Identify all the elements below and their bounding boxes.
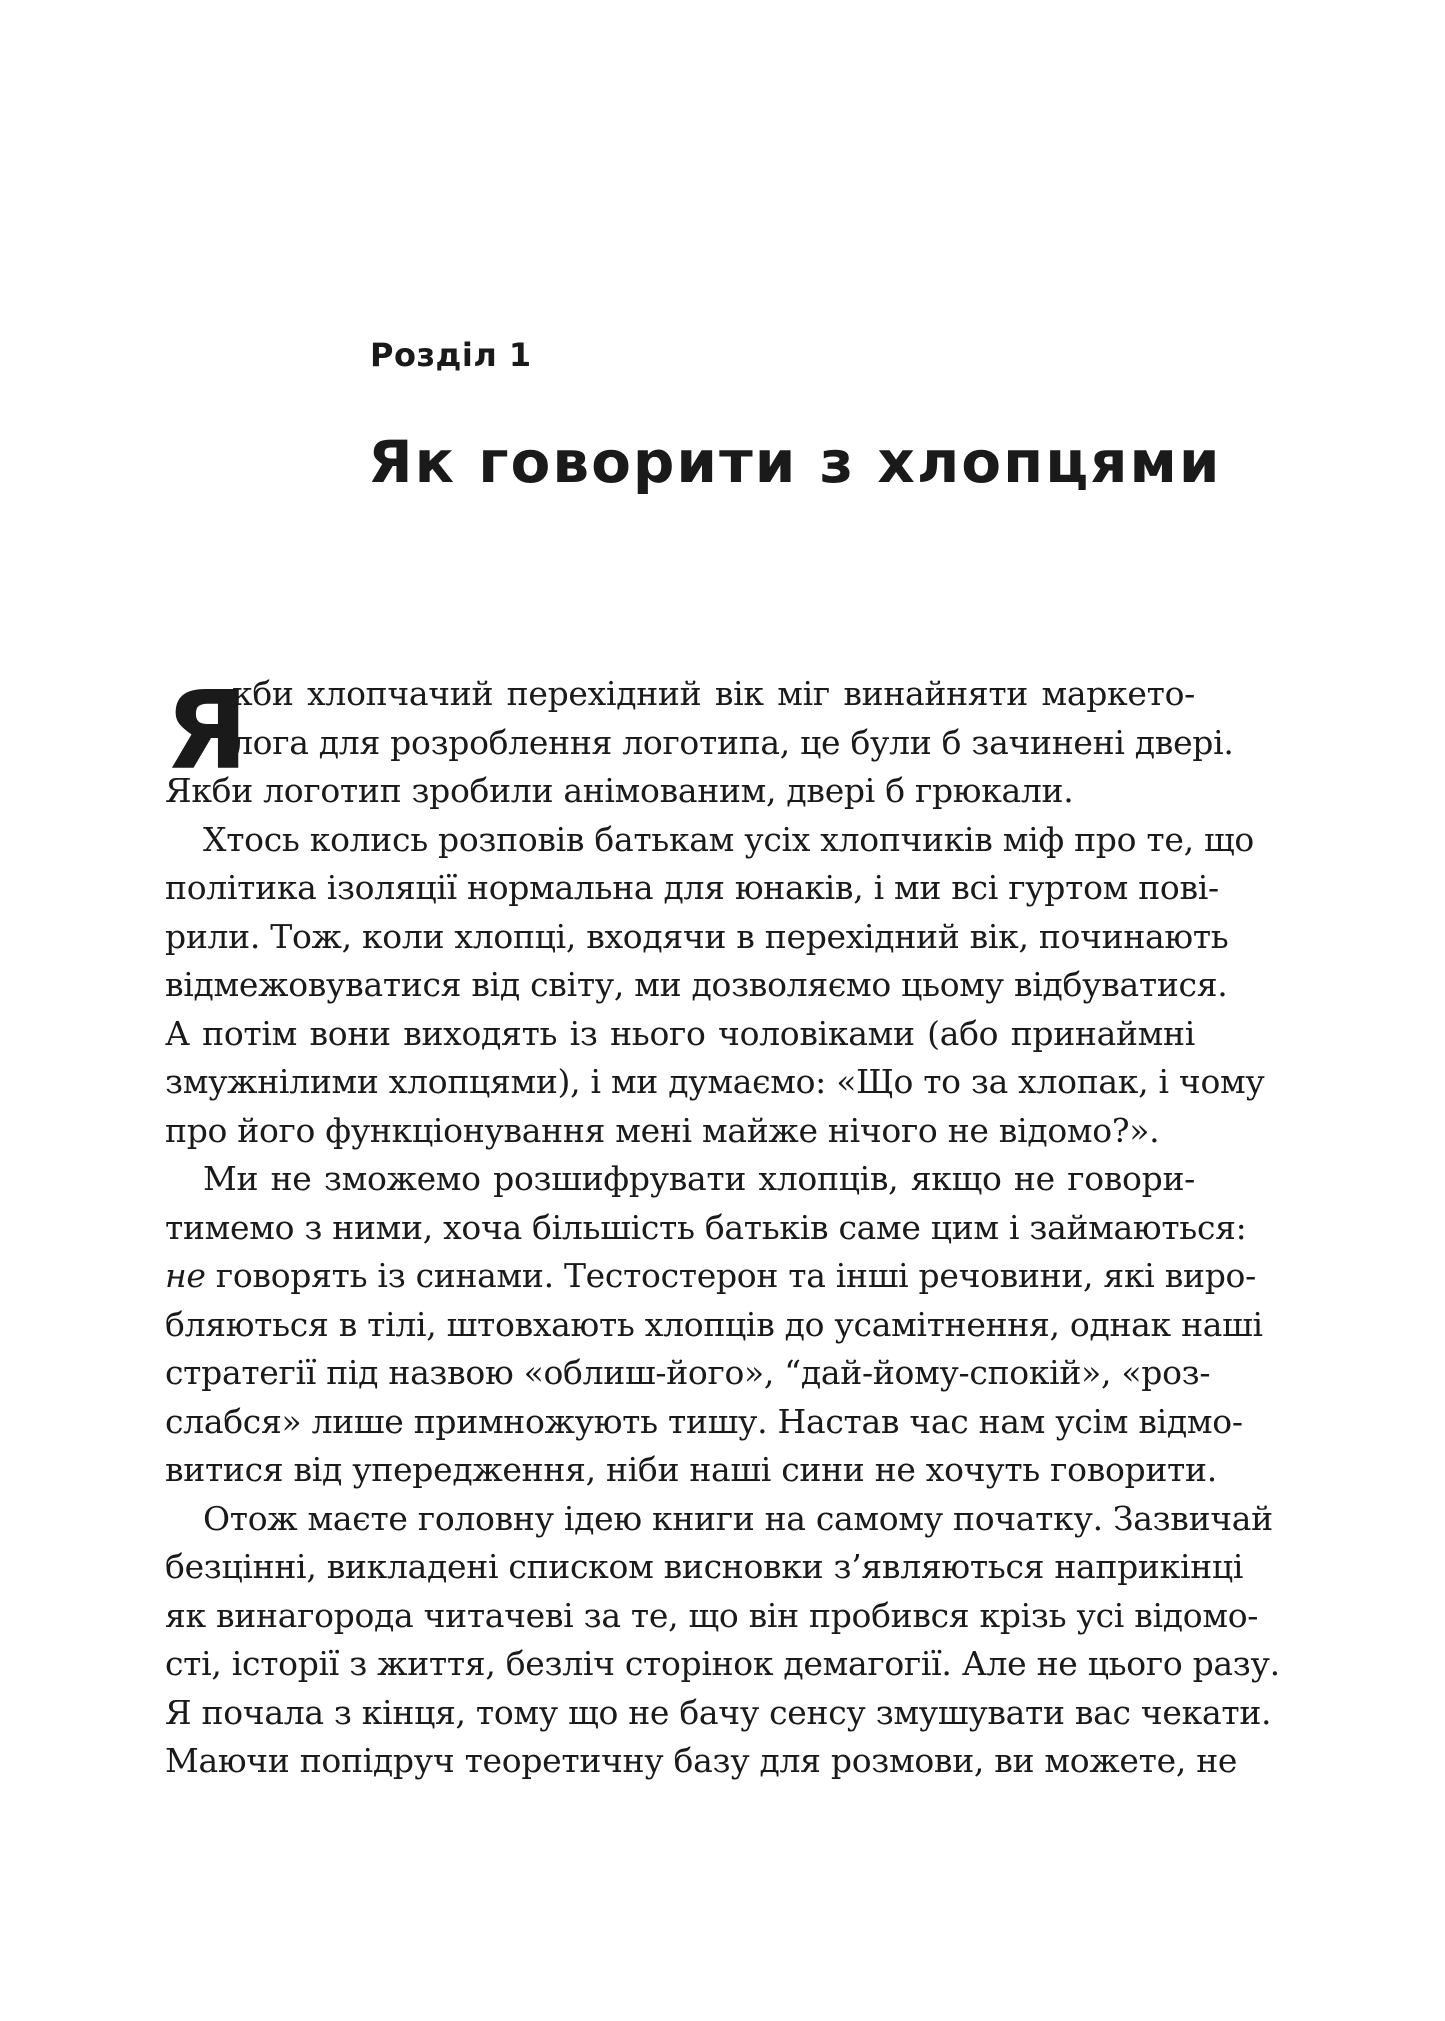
text-line: відмежовуватися від світу, ми дозволяємо цьому відбуватися.: [165, 965, 1228, 1004]
text-line: стратегії під назвою «облиш-його», “дай-йому-спокій», «роз-: [165, 1353, 1211, 1392]
text-line: Маючи попідруч теоретичну базу для розмови, ви можете, не: [165, 1741, 1238, 1780]
text-line: лога для розроблення логотипа, це були б зачинені двері.: [232, 722, 1234, 762]
text-line: Ми не зможемо розшифрувати хлопців, якщо не говори-: [203, 1159, 1195, 1198]
body-text: [165, 669, 1280, 1786]
text-line: витися від упередження, ніби наші сини не хочуть говорити.: [165, 1450, 1217, 1489]
text-line: тимемо з ними, хоча більшість батьків саме цим і займаються:: [165, 1207, 1247, 1247]
chapter-label: Розділ 1: [370, 336, 532, 374]
text-line: сті, історії з життя, безліч сторінок демагогії. Але не цього разу.: [165, 1644, 1280, 1683]
chapter-title: Як говорити з хлопцями: [368, 428, 1222, 496]
text-line: змужнілими хлопцями), і ми думаємо: «Що то за хлопак, і чому: [165, 1062, 1265, 1101]
text-line: Я почала з кінця, тому що не бачу сенсу змушувати вас чекати.: [165, 1692, 1272, 1732]
text-line: А потім вони виходять із нього чоловіками (або принаймні: [165, 1013, 1195, 1053]
text-line: [165, 1252, 1256, 1301]
text-line: політика ізоляції нормальна для юнаків, і ми всі гуртом пові-: [165, 868, 1219, 907]
text-line: рили. Тож, коли хлопці, входячи в перехідний вік, починають: [165, 916, 1229, 956]
text-line: бляються в тілі, штовхають хлопців до усамітнення, однак наші: [165, 1304, 1263, 1344]
text-line: Хтось колись розповів батькам усіх хлопчиків міф про те, що: [203, 819, 1254, 859]
drop-cap: Я: [165, 669, 249, 794]
text-line: Отож маєте головну ідею книги на самому початку. Зазвичай: [203, 1498, 1273, 1538]
text-line: слабся» лише примножують тишу. Настав час нам усім відмо-: [165, 1401, 1243, 1441]
text-line: безцінні, викладені списком висновки з’являються наприкінці: [165, 1547, 1244, 1586]
text-line: кби хлопчачий перехідний вік міг винайняти маркето-: [232, 674, 1195, 713]
emphasis-text: не: [165, 1256, 206, 1295]
text-line: Якби логотип зробили анімованим, двері б грюкали.: [165, 771, 1074, 810]
text-line-rest: говорять із синами. Тестостерон та інші речовини, які виро-: [215, 1256, 1256, 1295]
text-line: про його функціонування мені майже нічого не відомо?».: [165, 1110, 1160, 1150]
text-line: як винагорода читачеві за те, що він пробився крізь усі відомо-: [165, 1595, 1259, 1635]
